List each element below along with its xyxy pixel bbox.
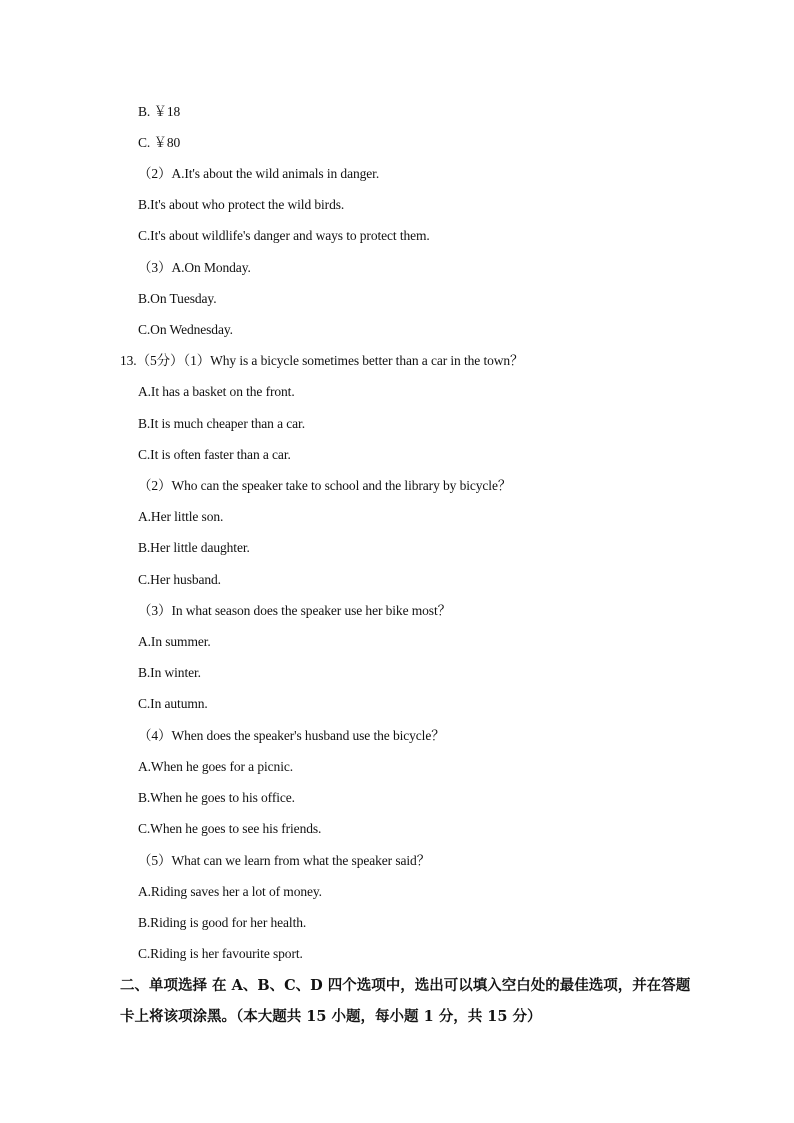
q12-1-option-c: C. ￥80: [138, 135, 181, 150]
q13-5-question: （5）What can we learn from what the speaker said？: [138, 853, 431, 868]
q13-1-option-a: A.It has a basket on the front.: [138, 384, 295, 399]
q12-1-option-b: B. ￥18: [138, 104, 181, 119]
q13-3-question: （3）In what season does the speaker use her bike most？: [138, 603, 451, 618]
q13-1-option-b: B.It is much cheaper than a car.: [138, 416, 305, 431]
q13-5-option-a: A.Riding saves her a lot of money.: [138, 884, 322, 899]
q13-4-option-c: C.When he goes to see his friends.: [138, 821, 322, 836]
q13-header: 13.（5分）（1）Why is a bicycle sometimes better than a car in the town？: [120, 353, 524, 368]
q12-2-option-c: C.It's about wildlife's danger and ways to protect them.: [138, 228, 430, 243]
q13-1-option-c: C.It is often faster than a car.: [138, 447, 291, 462]
q13-2-option-a: A.Her little son.: [138, 509, 224, 524]
section-heading-line-2: 卡上将该项涂黑。（本大题共 15 小题，每小题 1 分，共 15 分）: [120, 1008, 542, 1025]
q13-2-option-b: B.Her little daughter.: [138, 540, 250, 555]
q12-3-option-c: C.On Wednesday.: [138, 322, 233, 337]
q13-3-option-a: A.In summer.: [138, 634, 211, 649]
q13-4-option-b: B.When he goes to his office.: [138, 790, 295, 805]
q12-2-option-b: B.It's about who protect the wild birds.: [138, 197, 345, 212]
q13-4-option-a: A.When he goes for a picnic.: [138, 759, 294, 774]
q13-5-option-c: C.Riding is her favourite sport.: [138, 946, 303, 961]
q13-3-option-b: B.In winter.: [138, 665, 201, 680]
q13-3-option-c: C.In autumn.: [138, 696, 208, 711]
q13-5-option-b: B.Riding is good for her health.: [138, 915, 307, 930]
q12-3-option-b: B.On Tuesday.: [138, 291, 217, 306]
q13-4-question: （4）When does the speaker's husband use the bicycle？: [138, 728, 445, 743]
q13-2-question: （2）Who can the speaker take to school and the library by bicycle？: [138, 478, 512, 493]
q12-2-option-a: （2）A.It's about the wild animals in danger.: [138, 166, 380, 181]
section-heading-line-1: 二、单项选择 在 A、B、C、D 四个选项中，选出可以填入空白处的最佳选项，并在答题: [120, 977, 691, 994]
q12-3-option-a: （3）A.On Monday.: [138, 260, 251, 275]
q13-2-option-c: C.Her husband.: [138, 572, 221, 587]
